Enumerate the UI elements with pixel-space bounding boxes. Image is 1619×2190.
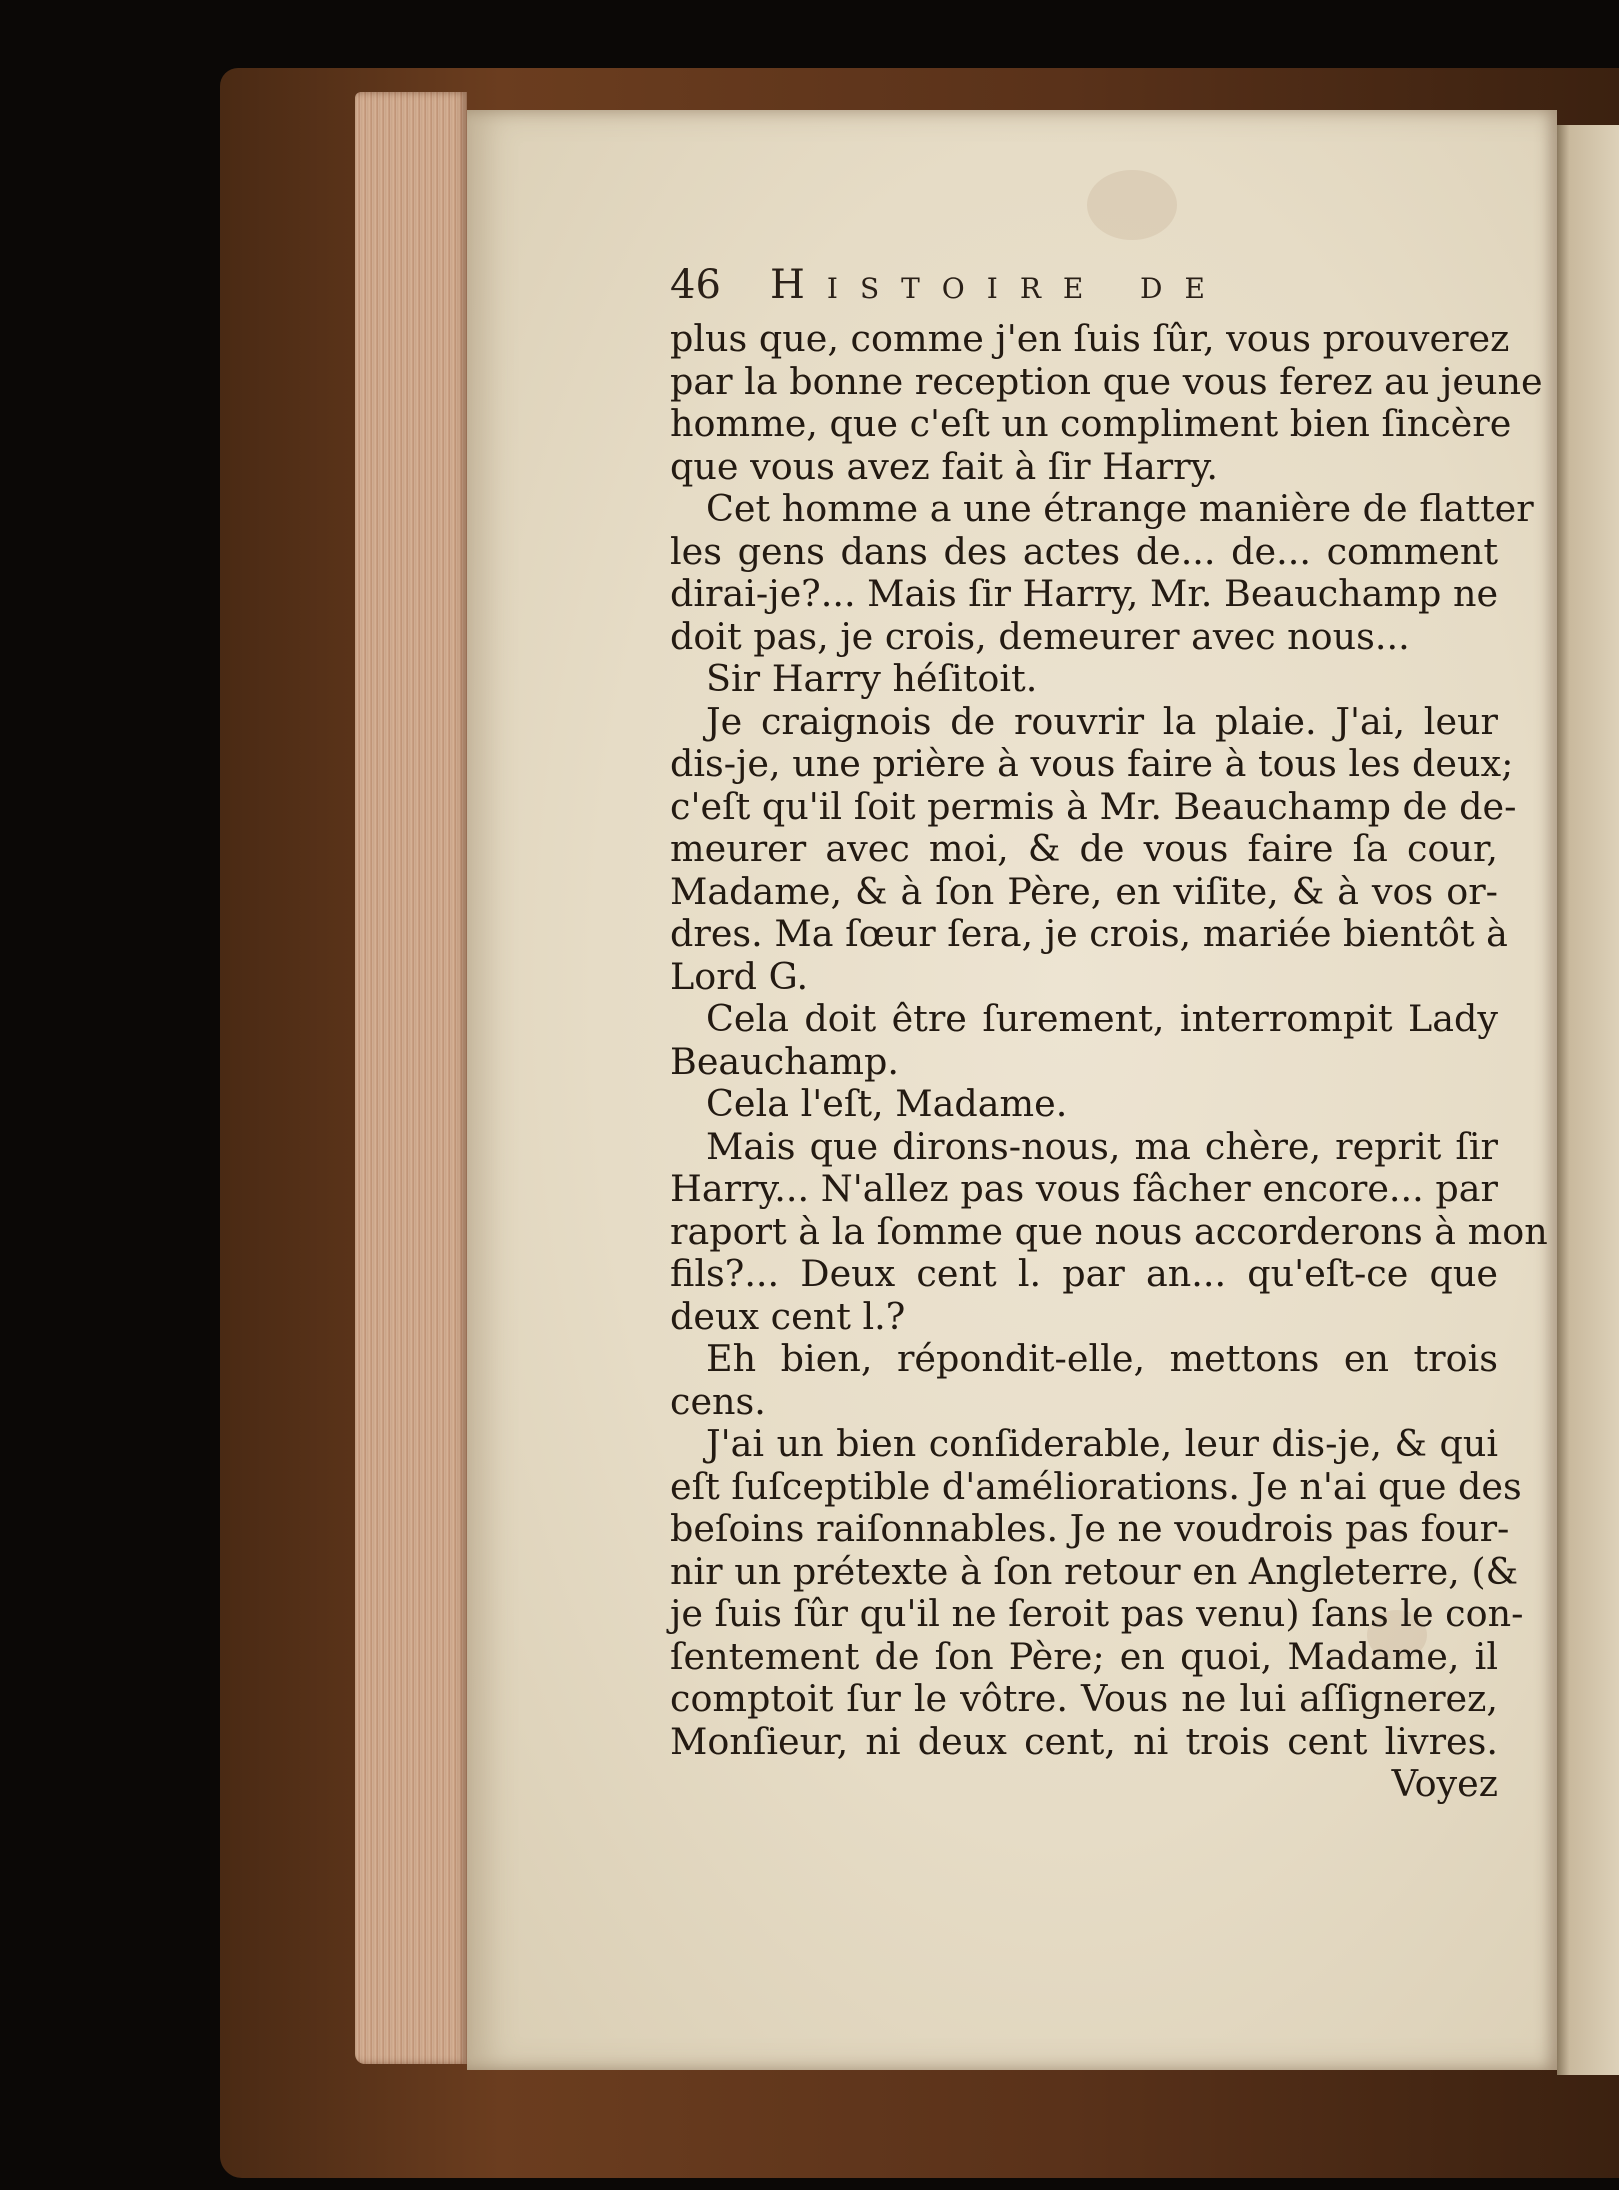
- page-number: 46: [670, 262, 721, 308]
- text-line: plus que, comme j'en ſuis ſûr, vous prouverez: [670, 317, 1510, 360]
- text-line: deux cent l.?: [670, 1294, 906, 1338]
- text-line: Eh bien, répondit-elle, mettons en trois: [706, 1337, 1498, 1380]
- text-line: Cela doit être ſurement, interrompit Lady: [706, 997, 1498, 1040]
- text-line: Je craignois de rouvrir la plaie. J'ai, leur: [706, 699, 1498, 743]
- text-line: je ſuis ſûr qu'il ne ſeroit pas venu) ſans le con-: [670, 1592, 1524, 1635]
- facing-page-edge: [1557, 125, 1619, 2075]
- text-line: beſoins raiſonnables. Je ne voudrois pas four-: [670, 1507, 1510, 1550]
- text-line: homme, que c'eſt un compliment bien ſincère: [670, 402, 1512, 445]
- text-line: Beauchamp.: [670, 1039, 899, 1083]
- text-line: Monſieur, ni deux cent, ni trois cent livres.: [670, 1719, 1498, 1763]
- text-line: nir un prétexte à ſon retour en Angleterre, (&: [670, 1549, 1519, 1593]
- text-line: Cela l'eſt, Madame.: [706, 1082, 1068, 1125]
- text-line: Madame, & à ſon Père, en viſite, & à vos or-: [670, 869, 1498, 913]
- text-line: c'eſt qu'il ſoit permis à Mr. Beauchamp de de-: [670, 784, 1517, 828]
- text-line: Harry... N'allez pas vous fâcher encore... par: [670, 1167, 1498, 1210]
- text-line: ſentement de ſon Père; en quoi, Madame, il: [670, 1634, 1498, 1678]
- foxing-stain: [1087, 170, 1177, 240]
- text-line: doit pas, je crois, demeurer avec nous...: [670, 614, 1410, 658]
- text-line: cens.: [670, 1379, 766, 1423]
- text-line: eſt ſuſceptible d'améliorations. Je n'ai que des: [670, 1464, 1522, 1508]
- text-line: par la bonne reception que vous ferez au jeune: [670, 359, 1543, 403]
- text-line: comptoit ſur le vôtre. Vous ne lui aſſignerez,: [670, 1677, 1498, 1720]
- text-line: fils?... Deux cent l. par an... qu'eſt-ce que: [670, 1252, 1498, 1295]
- text-line: dirai-je?... Mais ſir Harry, Mr. Beauchamp ne: [670, 572, 1499, 615]
- text-line: raport à la ſomme que nous accorderons à mon: [670, 1209, 1548, 1253]
- text-line: dres. Ma ſœur ſera, je crois, mariée bientôt à: [670, 912, 1508, 955]
- text-line: meurer avec moi, & de vous faire ſa cour,: [670, 827, 1498, 870]
- text-line: J'ai un bien conſiderable, leur dis-je, & qui: [706, 1422, 1498, 1465]
- text-line: Sir Harry héſitoit.: [706, 657, 1038, 700]
- body-text: [670, 317, 1548, 1806]
- text-line: les gens dans des actes de... de... comment: [670, 529, 1498, 573]
- text-line: Mais que dirons-nous, ma chère, reprit ſir: [706, 1124, 1498, 1168]
- text-line: que vous avez fait à ſir Harry.: [670, 444, 1218, 488]
- page-edges: [355, 92, 467, 2064]
- text-line: Lord G.: [670, 954, 809, 998]
- catchword: Voyez: [1391, 1762, 1498, 1805]
- page-header: [670, 260, 1500, 310]
- text-line: dis-je, une prière à vous faire à tous les deux;: [670, 742, 1514, 785]
- text-line: Cet homme a une étrange manière de flatter: [706, 487, 1534, 530]
- running-title: Histoire de: [770, 262, 1227, 308]
